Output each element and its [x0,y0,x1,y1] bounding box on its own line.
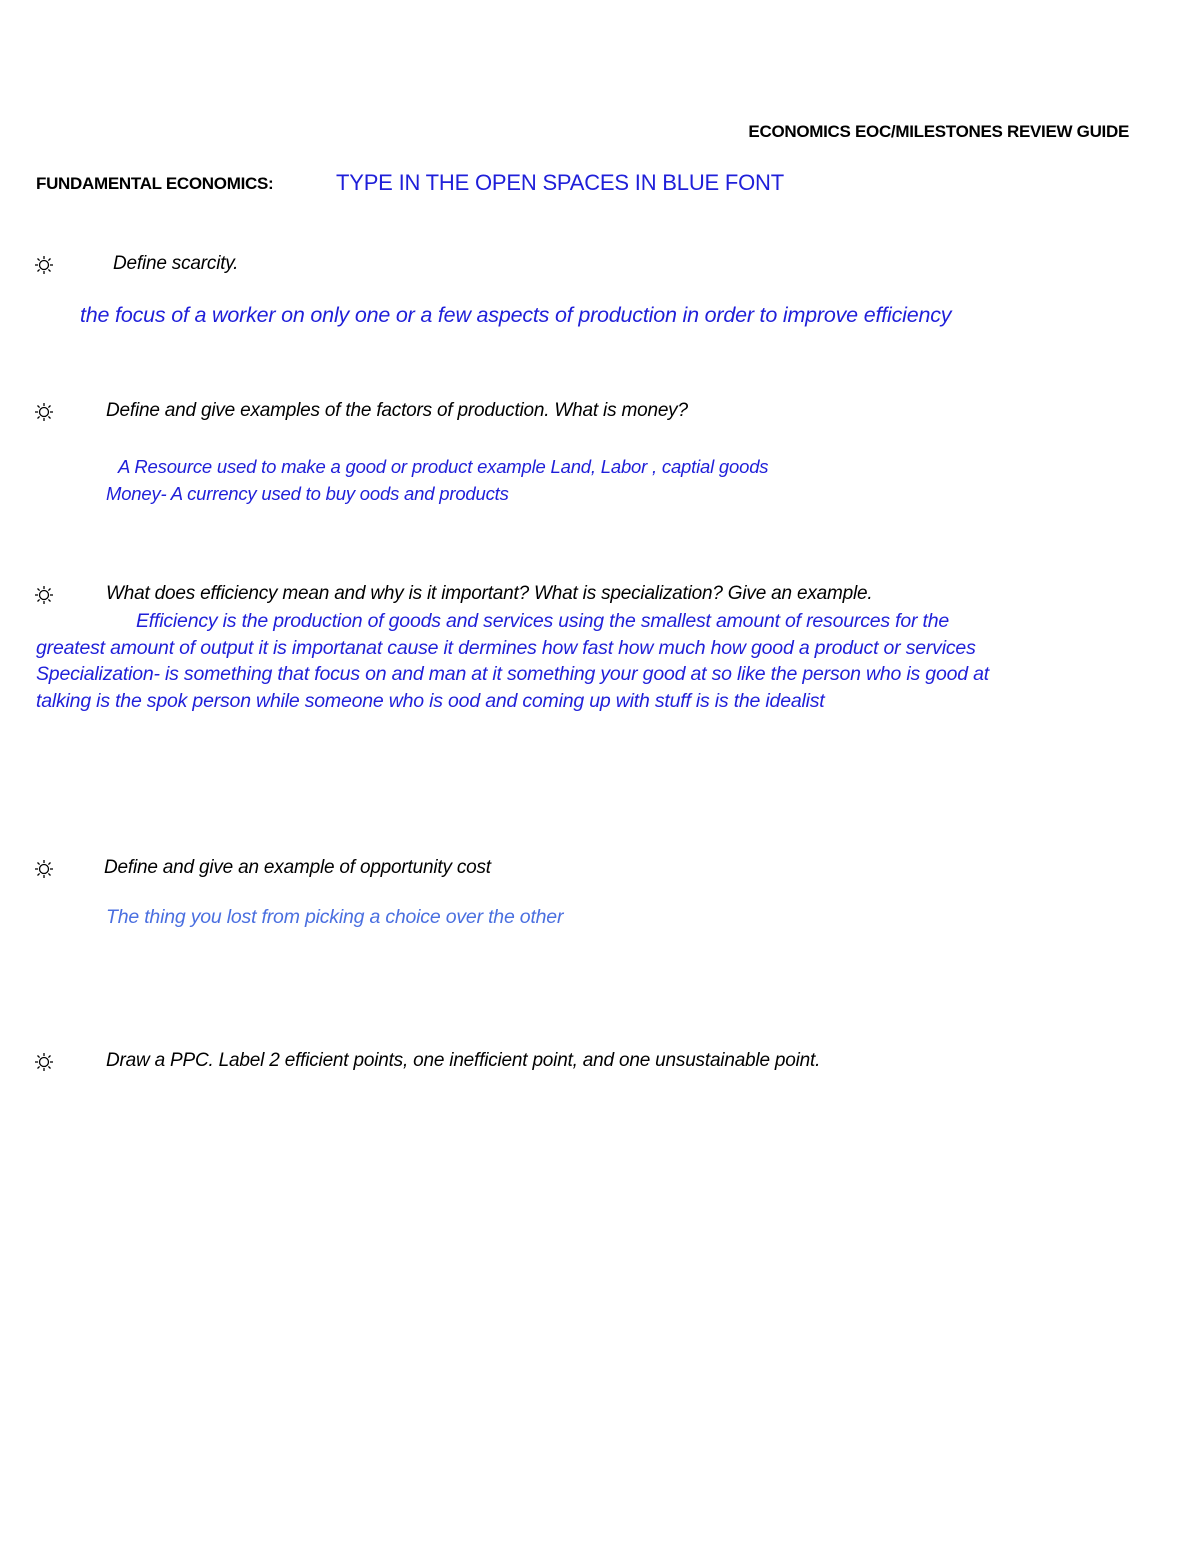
section-heading: FUNDAMENTAL ECONOMICS: [36,174,274,193]
question-opportunity-cost: Define and give an example of opportunity cost [104,857,491,878]
answer-efficiency-line-4: talking is the spok person while someone who is ood and coming up with stuff is is the idealist [36,689,825,712]
question-factors-of-production: Define and give examples of the factors of production. What is money? [106,400,688,421]
question-efficiency-specialization: What does efficiency mean and why is it important? What is specialization? Give an example. [106,583,873,604]
document-title: ECONOMICS EOC/MILESTONES REVIEW GUIDE [748,122,1129,141]
answer-efficiency-line-1: Efficiency is the production of goods and services using the smallest amount of resources for the [136,610,950,632]
sun-bullet-icon [34,255,54,275]
sun-bullet-icon [34,1052,54,1072]
instruction-text: TYPE IN THE OPEN SPACES IN BLUE FONT [336,170,784,195]
answer-efficiency-line-2: greatest amount of output it is importanat cause it dermines how fast how much how good a product or services [36,636,976,659]
answer-factors-line-2: Money- A currency used to buy oods and products [106,483,509,504]
sun-bullet-icon [34,585,54,605]
answer-efficiency-line-3: Specialization- is something that focus on and man at it something your good at so like the person who is good at [36,663,989,685]
answer-efficiency-specialization [36,608,1136,714]
question-scarcity: Define scarcity. [113,253,239,274]
answer-scarcity: the focus of a worker on only one or a few aspects of production in order to improve efficiency [80,303,952,327]
sun-bullet-icon [34,402,54,422]
answer-opportunity-cost: The thing you lost from picking a choice over the other [106,906,564,928]
sun-bullet-icon [34,859,54,879]
question-draw-ppc: Draw a PPC. Label 2 efficient points, one inefficient point, and one unsustainable point. [106,1050,821,1071]
answer-factors-line-1: A Resource used to make a good or product example Land, Labor , captial goods [118,456,769,477]
